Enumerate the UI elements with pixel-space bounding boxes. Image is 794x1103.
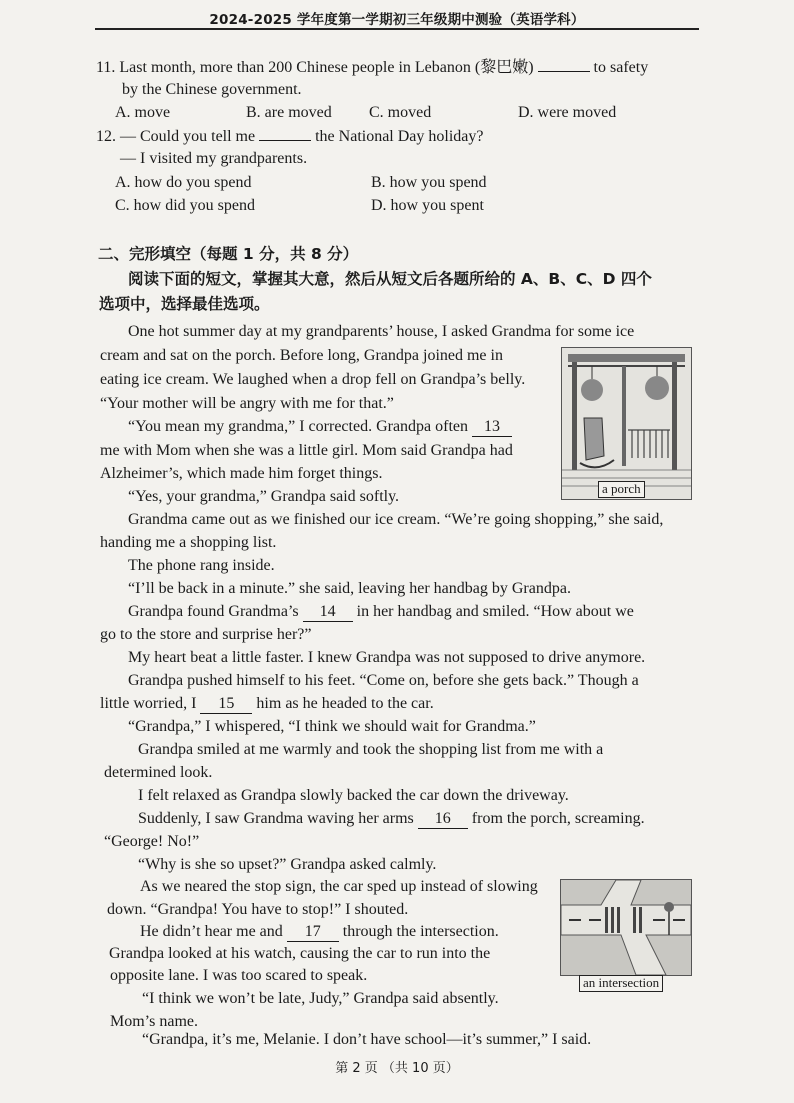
section2-instruction-1: 阅读下面的短文，掌握其大意，然后从短文后各题所给的 A、B、C、D 四个 [128,270,652,288]
passage-line-15 [100,694,434,714]
section2-title: 二、完形填空（每题 1 分，共 8 分） [98,245,359,263]
q12-stem-end: the National Day holiday? [315,128,484,145]
blank-16: 16 [418,811,468,829]
q12-line1 [96,126,484,146]
passage-line: cream and sat on the porch. Before long, Grandpa joined me in [100,347,503,364]
passage-line: Grandpa pushed himself to his feet. “Come on, before she gets back.” Though a [128,672,639,689]
passage-line: handing me a shopping list. [100,534,277,551]
passage-text: “You mean my grandma,” I corrected. Grandpa often [128,418,469,435]
intersection-drawing [561,880,691,975]
passage-line: Grandpa looked at his watch, causing the car to run into the [109,945,491,962]
passage-line: “Yes, your grandma,” Grandpa said softly. [128,488,400,505]
q11-stem: 11. Last month, more than 200 Chinese people in Lebanon (黎巴嫩) [96,59,534,76]
passage-text: little worried, I [100,695,197,712]
passage-line: One hot summer day at my grandparents’ house, I asked Grandma for some ice [128,323,635,340]
passage-text: Suddenly, I saw Grandma waving her arms [138,810,414,827]
q12-stem: 12. — Could you tell me [96,128,256,145]
q12-blank [259,126,311,141]
q11-option-c: C. moved [369,104,432,121]
passage-line-14 [128,602,634,622]
section2-instruction-2: 选项中，选择最佳选项。 [99,295,270,313]
passage-line: My heart beat a little faster. I knew Grandpa was not supposed to drive anymore. [128,649,646,666]
page-footer: 第 2 页 （共 10 页） [335,1061,459,1076]
passage-line: determined look. [104,764,213,781]
passage-line: “I think we won’t be late, Judy,” Grandpa said absently. [142,990,499,1007]
passage-text: Grandpa found Grandma’s [128,603,299,620]
passage-line: Grandpa smiled at me warmly and took the shopping list from me with a [138,741,604,758]
q11-option-d: D. were moved [518,104,617,121]
q11-stem-end: to safety [593,59,649,76]
passage-line-16 [138,809,645,829]
q11-option-a: A. move [115,104,171,121]
passage-line: go to the store and surprise her?” [100,626,312,643]
passage-line: “I’ll be back in a minute.” she said, leaving her handbag by Grandpa. [128,580,571,597]
q12-option-d: D. how you spent [371,197,484,214]
blank-15: 15 [200,696,252,714]
porch-illustration [561,347,692,500]
passage-line: opposite lane. I was too scared to speak. [110,967,368,984]
passage-line: “Grandpa,” I whispered, “I think we should wait for Grandma.” [128,718,536,735]
passage-text: from the porch, screaming. [471,810,645,827]
intersection-illustration [560,879,692,976]
q12-option-a: A. how do you spend [115,174,252,191]
passage-line-17 [140,922,499,942]
passage-text: in her handbag and smiled. “How about we [356,603,634,620]
blank-14: 14 [303,604,353,622]
passage-line: “Your mother will be angry with me for that.” [100,395,394,412]
passage-line: down. “Grandpa! You have to stop!” I shouted. [107,901,409,918]
passage-line-13 [128,417,512,437]
blank-13: 13 [472,419,512,437]
passage-line: “Why is she so upset?” Grandpa asked calmly. [138,856,437,873]
porch-label: a porch [598,481,645,498]
blank-17: 17 [287,924,339,942]
passage-line: “Grandpa, it’s me, Melanie. I don’t have school—it’s summer,” I said. [142,1031,592,1048]
q11-line1 [96,57,648,77]
intersection-label: an intersection [579,975,663,992]
q11-option-b: B. are moved [246,104,332,121]
header-rule [95,28,699,30]
q11-line2: by the Chinese government. [122,81,302,98]
passage-line: Grandma came out as we finished our ice cream. “We’re going shopping,” she said, [128,511,664,528]
passage-text: He didn’t hear me and [140,923,283,940]
passage-line: eating ice cream. We laughed when a drop fell on Grandpa’s belly. [100,371,526,388]
passage-text: him as he headed to the car. [256,695,434,712]
passage-line: me with Mom when she was a little girl. Mom said Grandpa had [100,442,513,459]
q12-line2: — I visited my grandparents. [120,150,308,167]
passage-line: Alzheimer’s, which made him forget things. [100,465,383,482]
passage-line: The phone rang inside. [128,557,275,574]
q12-option-c: C. how did you spend [115,197,255,214]
passage-line: Mom’s name. [110,1013,198,1030]
passage-line: I felt relaxed as Grandpa slowly backed the car down the driveway. [138,787,569,804]
passage-text: through the intersection. [342,923,499,940]
q11-blank [538,57,590,72]
passage-line: As we neared the stop sign, the car sped up instead of slowing [140,878,538,895]
page-header: 2024-2025 学年度第一学期初三年级期中测验（英语学科） [209,12,585,28]
porch-drawing [562,348,691,499]
passage-line: “George! No!” [104,833,200,850]
q12-option-b: B. how you spend [371,174,487,191]
